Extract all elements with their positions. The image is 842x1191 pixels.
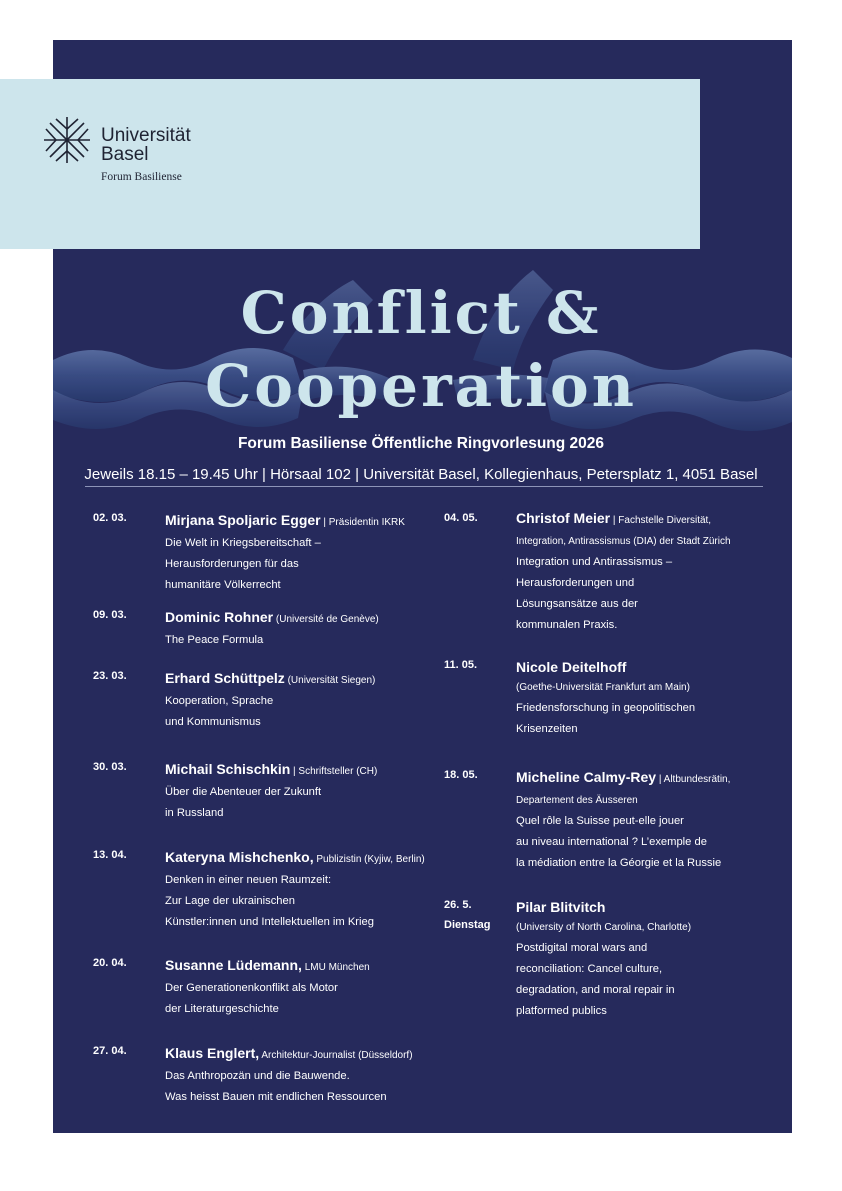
talk-title-line: der Literaturgeschichte xyxy=(165,1003,279,1015)
event-date: 11. 05. xyxy=(444,659,478,671)
talk-title-line: degradation, and moral repair in xyxy=(516,984,675,996)
speaker-name: Susanne Lüdemann, xyxy=(165,957,302,973)
talk-title-line: The Peace Formula xyxy=(165,634,264,646)
speaker-affiliation: (Université de Genève) xyxy=(273,614,379,625)
talk-title-line: in Russland xyxy=(165,807,224,819)
speaker-affiliation: Architektur-Journalist (Düsseldorf) xyxy=(259,1050,413,1061)
speaker-affiliation-line: (Goethe-Universität Frankfurt am Main) xyxy=(516,682,690,693)
event-date: 09. 03. xyxy=(93,609,127,621)
event-date: 30. 03. xyxy=(93,761,127,773)
event-date: 02. 03. xyxy=(93,512,127,524)
talk-title-line: Was heisst Bauen mit endlichen Ressourcen xyxy=(165,1091,387,1103)
venue-info: Jeweils 18.15 – 19.45 Uhr | Hörsaal 102 | Universität Basel, Kollegienhaus, Petersplatz 1, 4051 Basel xyxy=(84,466,758,483)
university-logo-text xyxy=(101,126,191,164)
speaker-name: Christof Meier xyxy=(516,510,611,526)
logo-line1: Universität xyxy=(101,125,191,146)
speaker-name: Kateryna Mishchenko, xyxy=(165,849,314,865)
divider xyxy=(85,486,763,487)
speaker-affiliation-line: (University of North Carolina, Charlotte) xyxy=(516,922,692,933)
speaker-affiliation-line: Integration, Antirassismus (DIA) der Stadt Zürich xyxy=(516,536,731,547)
event-date: 27. 04. xyxy=(93,1045,127,1057)
event-weekday: Dienstag xyxy=(444,919,491,931)
speaker-name: Mirjana Spoljaric Egger xyxy=(165,512,321,528)
talk-title-line: Der Generationenkonflikt als Motor xyxy=(165,982,338,994)
talk-title-line: Quel rôle la Suisse peut-elle jouer xyxy=(516,815,684,827)
speaker-name: Pilar Blitvitch xyxy=(516,899,606,915)
event-date: 20. 04. xyxy=(93,957,127,969)
speaker-affiliation: | Fachstelle Diversität, xyxy=(610,515,712,526)
university-star-icon xyxy=(42,115,92,165)
talk-title-line: Kooperation, Sprache xyxy=(165,695,274,707)
speaker-affiliation: (Universität Siegen) xyxy=(284,675,376,686)
talk-title-line: reconciliation: Cancel culture, xyxy=(516,963,663,975)
talk-title-line: Herausforderungen und xyxy=(516,577,635,589)
event-date: 04. 05. xyxy=(444,512,478,524)
talk-title-line: la médiation entre la Géorgie et la Russie xyxy=(516,857,722,869)
forum-subtitle: Forum Basiliense xyxy=(101,171,182,183)
talk-title-line: humanitäre Völkerrecht xyxy=(165,579,281,591)
talk-title-line: Postdigital moral wars and xyxy=(516,942,648,954)
event-date: 23. 03. xyxy=(93,670,127,682)
talk-title-line: Denken in einer neuen Raumzeit: xyxy=(165,874,332,886)
lecture-series-subtitle: Forum Basiliense Öffentliche Ringvorlesung 2026 xyxy=(237,435,605,452)
logo-line2: Basel xyxy=(101,144,149,165)
talk-title-line: Zur Lage der ukrainischen xyxy=(165,895,295,907)
speaker-affiliation-line: Departement des Äusseren xyxy=(516,795,638,806)
speaker-name: Erhard Schüttpelz xyxy=(165,670,285,686)
speaker-affiliation: | Altbundesrätin, xyxy=(656,774,731,785)
talk-title-line: Lösungsansätze aus der xyxy=(516,598,638,610)
title-line1: Conflict & xyxy=(240,279,602,347)
talk-title-line: und Kommunismus xyxy=(165,716,261,728)
speaker-name: Michail Schischkin xyxy=(165,761,291,777)
title-line2: Cooperation xyxy=(205,352,637,420)
speaker-name: Micheline Calmy-Rey xyxy=(516,769,657,785)
talk-title-line: Integration und Antirassismus – xyxy=(516,556,673,568)
event-date: 26. 5. xyxy=(444,899,472,911)
talk-title-line: au niveau international ? L’exemple de xyxy=(516,836,707,848)
speaker-name: Klaus Englert, xyxy=(165,1045,260,1061)
speaker-name: Nicole Deitelhoff xyxy=(516,659,627,675)
speaker-affiliation: LMU München xyxy=(301,962,370,973)
speaker-affiliation: | Präsidentin IKRK xyxy=(320,517,405,528)
talk-title-line: Künstler:innen und Intellektuellen im Krieg xyxy=(165,916,374,928)
talk-title-line: Das Anthropozän und die Bauwende. xyxy=(165,1070,350,1082)
speaker-affiliation: | Schriftsteller (CH) xyxy=(290,766,378,777)
event-date: 13. 04. xyxy=(93,849,127,861)
talk-title-line: Friedensforschung in geopolitischen xyxy=(516,702,696,714)
speaker-name: Dominic Rohner xyxy=(165,609,274,625)
talk-title-line: platformed publics xyxy=(516,1005,607,1017)
talk-title-line: Die Welt in Kriegsbereitschaft – xyxy=(165,537,321,549)
talk-title-line: kommunalen Praxis. xyxy=(516,619,618,631)
talk-title-line: Krisenzeiten xyxy=(516,723,578,735)
speaker-affiliation: Publizistin (Kyjiw, Berlin) xyxy=(313,854,425,865)
talk-title-line: Über die Abenteuer der Zukunft xyxy=(165,786,322,798)
talk-title-line: Herausforderungen für das xyxy=(165,558,299,570)
event-date: 18. 05. xyxy=(444,769,478,781)
